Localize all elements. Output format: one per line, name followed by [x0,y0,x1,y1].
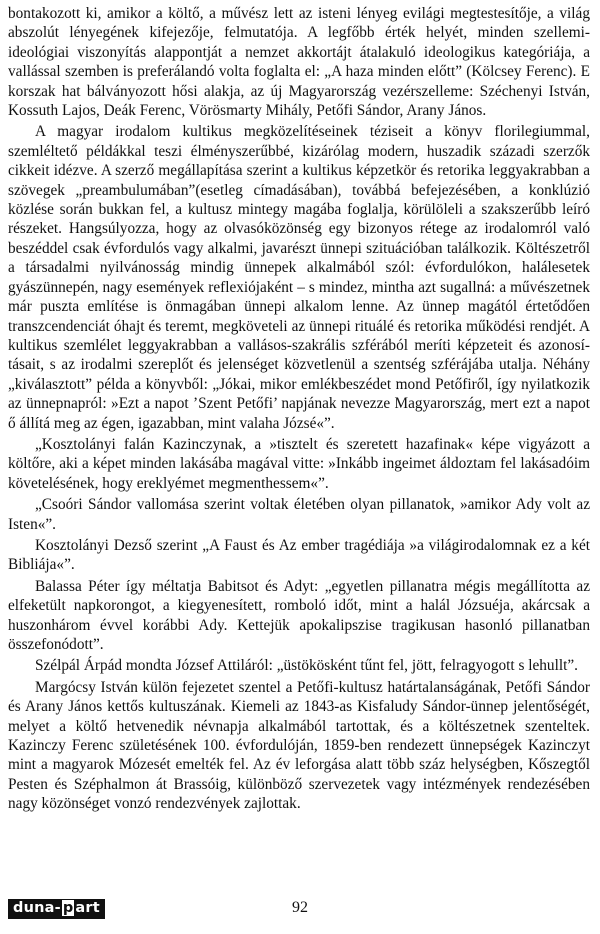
paragraph: Margócsy István külön fejezetet szentel a Petőfi-kultusz határtalanságának, Petőfi Sándor és Arany János kettős kultuszának. Kiemeli az 1843-as Kisfaludy Sándor-ünnep jelentőségét, melyet a költő hetvenedik névnapja alkalmából tartottak, és a költészetnek szenteltek. Kazinczy Ferenc születésének 100. évfordulóján, 1859-ben rendezett ünnepségek Kazinczyt mint a magyarok Mózesét emelték fel. Az év leforgása alatt több száz helységben, Kőszegtől Pesten és Széphalmon át Brassóig, különböző szervezetek vagy intézmények rendezésében nagy közönséget vonzó rendezvények zajlottak. [8,678,590,813]
paragraph: Szélpál Árpád mondta József Attiláról: „üstökösként tűnt fel, jött, felragyogott s lehullt”. [35,657,578,675]
paragraph: „Kosztolányi falán Kazinczynak, a »tisztelt és szeretett hazafinak« képe vigyázott a költőre, aki a képet minden lakásába magával vitte: »Inkább ingeimet áldoztam fel lakásadóim követelésének, hogy ereklyémet megmenthessem«”. [8,435,590,492]
paragraph: Kosztolányi Dezső szerint „A Faust és Az ember tragédiája »a világirodalomnak ez a két Bibliája«”. [8,536,590,574]
page-footer [0,898,600,926]
paragraph: bontakozott ki, amikor a költő, a művész lett az isteni lényeg evilági megtestesítője, a világ abszolút lényegének kifejezője, felmutatója. A legfőbb érték helyét, minden szellemi-ideológiai viszonyítás alappontját a nemzet akkortájt átalakuló ideologikus kategóriája, a vallással szemben is preferálandó volta foglalta el: „A haza minden előtt” (Kölcsey Ferenc). E korszak hat bálványozott hősi alakja, az új Magyarország vezérszelleme: Széchenyi István, Kossuth Lajos, Deák Ferenc, Vörösmarty Mihály, Petőfi Sándor, Arany János. [8,5,590,120]
publisher-logo: duna- p art [8,899,105,919]
page-number: 92 [292,899,308,916]
paragraph: „Csoóri Sándor vallomása szerint voltak életében olyan pillanatok, »amikor Ady volt az Isten«”. [8,496,590,533]
paragraph: Balassa Péter így méltatja Babitsot és Adyt: „egyetlen pillanatra mégis megállította az elfeketült napkorongot, a kiegyenesített, romboló időt, mint a halál Józsuéja, akárcsak a huszonhárom évvel korábbi Ady. Kettejük apokalipszise tragikusan hasonló pillanatban összefonódott”. [8,577,590,653]
paragraph: A magyar irodalom kultikus megközelítéseinek téziseit a könyv florilegiummal, szemléltető példákkal teszi élményszerűbbé, kizárólag modern, huszadik századi szerzők cikkeit idézve. A szerző megállapítása szerint a kultikus képzetkör és retorika leggyakrabban a szövegek „preambulumában”(esetleg címadásában), továbbá befejezésében, a konklúzió közlése során bukkan fel, a kultusz mintegy magába foglalja, körülöleli a szakszerűbb leíró részeket. Hangsúlyozza, hogy az olvasóközönség egy bizonyos rétege az irodalomról való beszéddel csak évfordulós vagy alkalmi, javarészt ünnepi szituációban találkozik. Költészetről a társadalmi nyilvánosság mindig ünnepek alkalmából szól: évfordulókon, halálesetek gyászünnepén, nagy események reflexiójaként – s mindez, mintha azt sugallná: a művészetnek már puszta említése is önmagában ünnepi alkalom lenne. Az ünnep magától értetődően transzcendenciát óhajt és teremt, megköveteli az ünnepi rituálé és retorika működési rendjét. A kultikus szemlélet leggyakrabban a vallásos-szakrális szférából meríti képzeteit és azonosításait, s az irodalmi szereplőt és jelenséget közvetlenül a szentség szférájába utalja. Néhány „kiválasztott” példa a könyvből: „Jókai, mikor emlékbeszédet mond Petőfiről, így nyilatkozik az ünnepnapról: »Ezt a napot ’Szent Petőfi’ napjának nevezze Magyarország, mert ezt a napot ő állítá meg az égen, igazabban, mint valaha Józsé«”. [8,123,590,432]
page-body [8,4,590,814]
